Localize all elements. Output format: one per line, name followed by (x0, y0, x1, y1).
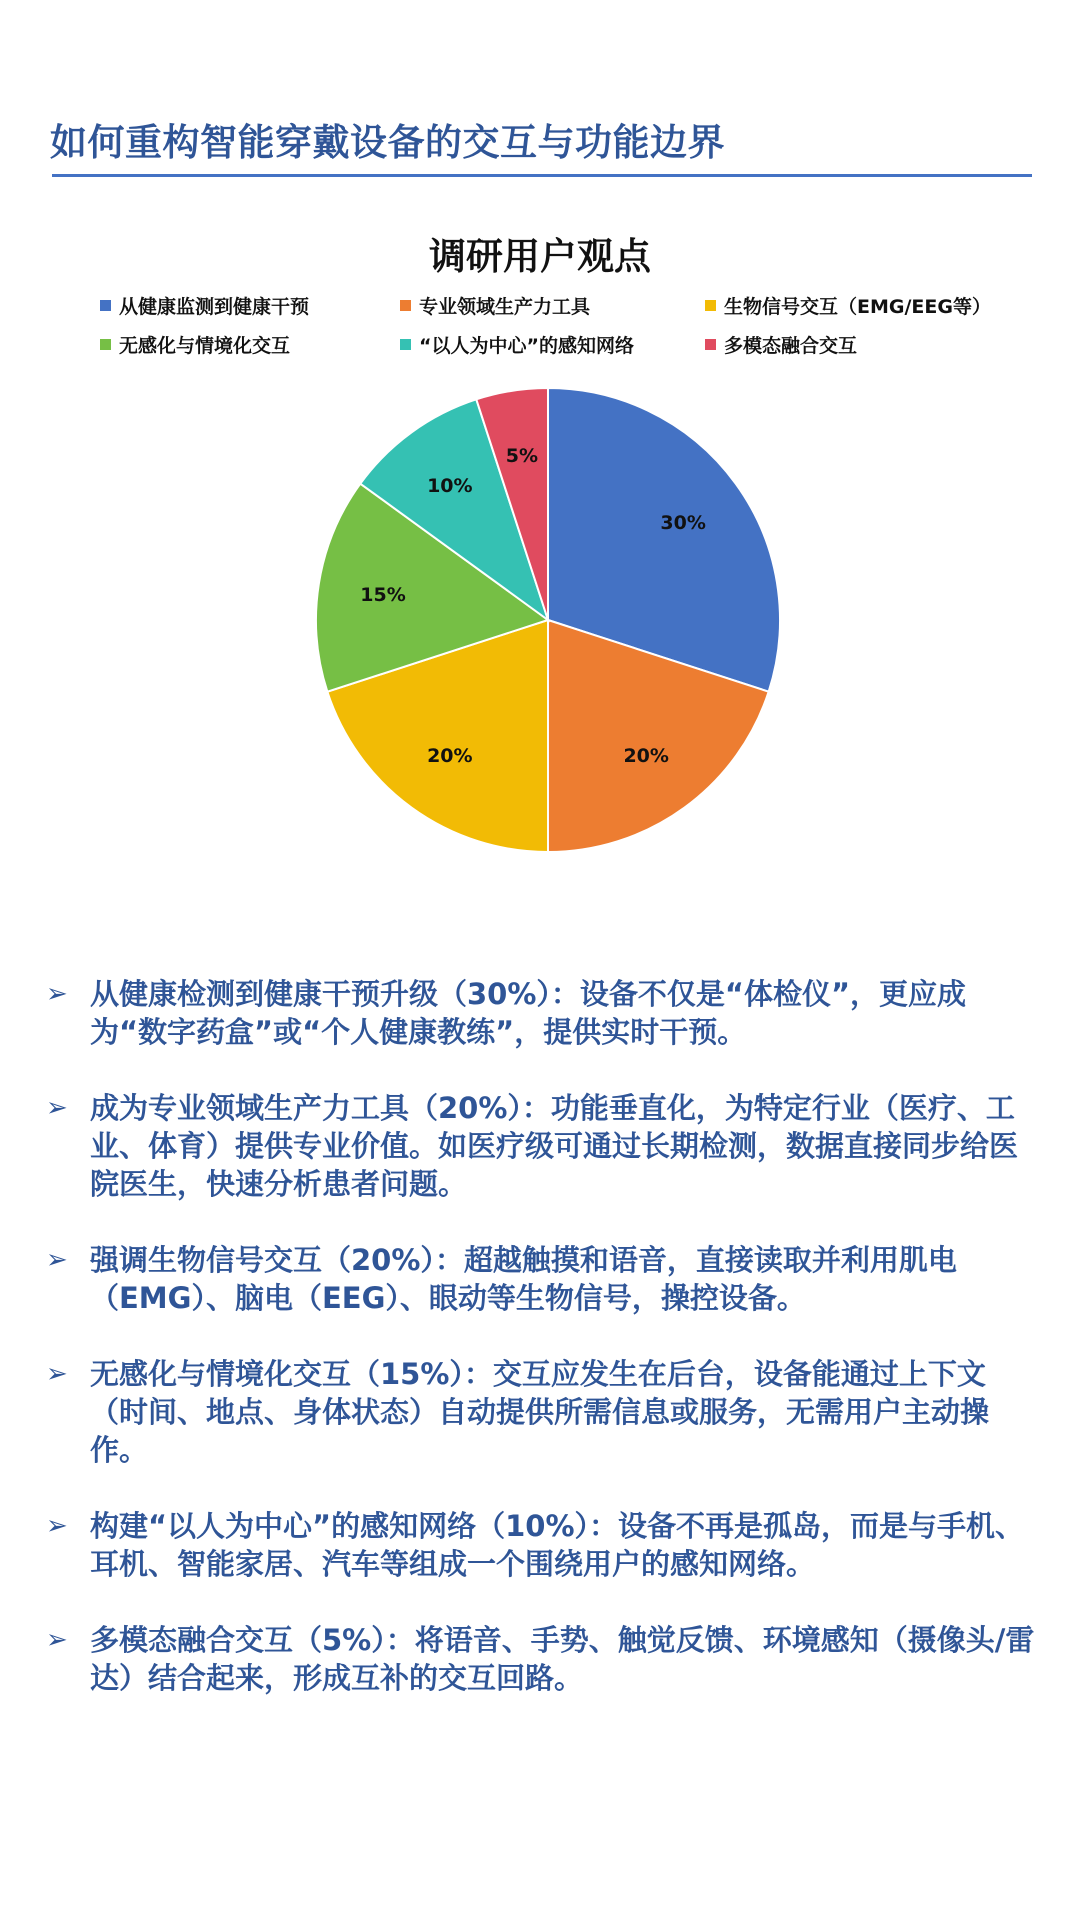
pie-data-label: 15% (360, 583, 406, 606)
legend-label: 生物信号交互（EMG/EEG等） (724, 296, 991, 318)
pie-chart (0, 370, 1080, 870)
arrow-bullet-icon: ➢ (46, 1093, 68, 1123)
legend-swatch (705, 339, 716, 350)
legend-item (400, 331, 705, 358)
list-item (44, 1621, 1044, 1697)
legend-item (400, 292, 705, 319)
list-item (44, 1089, 1044, 1203)
legend-item (100, 292, 400, 319)
list-item-text: 构建“以人为中心”的感知网络（10%）：设备不再是孤岛，而是与手机、耳机、智能家居、汽车等组成一个围绕用户的感知网络。 (90, 1509, 1025, 1581)
pie-chart-area (0, 370, 1080, 870)
list-item-text: 多模态融合交互（5%）：将语音、手势、触觉反馈、环境感知（摄像头/雷达）结合起来，形成互补的交互回路。 (90, 1623, 1035, 1695)
legend-item (100, 331, 400, 358)
list-item (44, 1355, 1044, 1469)
list-item (44, 1507, 1044, 1583)
arrow-bullet-icon: ➢ (46, 1625, 68, 1655)
chart-title: 调研用户观点 (429, 235, 651, 278)
list-item-text: 强调生物信号交互（20%）：超越触摸和语音，直接读取并利用肌电（EMG）、脑电（EEG）、眼动等生物信号，操控设备。 (90, 1243, 957, 1315)
pie-data-label: 20% (427, 745, 473, 768)
legend-swatch (400, 300, 411, 311)
legend-swatch (100, 300, 111, 311)
list-item (44, 1241, 1044, 1317)
pie-data-label: 30% (660, 511, 706, 534)
legend-swatch (100, 339, 111, 350)
title-divider (52, 174, 1032, 177)
legend-label: 无感化与情境化交互 (119, 335, 291, 357)
legend-item (705, 292, 1040, 319)
list-item-text: 成为专业领域生产力工具（20%）：功能垂直化，为特定行业（医疗、工业、体育）提供专业价值。如医疗级可通过长期检测，数据直接同步给医院医生，快速分析患者问题。 (90, 1091, 1019, 1201)
legend-swatch (705, 300, 716, 311)
legend-label: 专业领域生产力工具 (419, 296, 591, 318)
arrow-bullet-icon: ➢ (46, 1359, 68, 1389)
legend-label: 从健康监测到健康干预 (119, 296, 310, 318)
arrow-bullet-icon: ➢ (46, 1511, 68, 1541)
arrow-bullet-icon: ➢ (46, 1245, 68, 1275)
pie-data-label: 20% (623, 745, 669, 768)
legend-swatch (400, 339, 411, 350)
legend-label: “以人为中心”的感知网络 (419, 335, 634, 357)
legend-item (705, 331, 1040, 358)
page-title: 如何重构智能穿戴设备的交互与功能边界 (50, 121, 725, 164)
legend-label: 多模态融合交互 (724, 335, 858, 357)
list-item-text: 无感化与情境化交互（15%）：交互应发生在后台，设备能通过上下文（时间、地点、身体状态）自动提供所需信息或服务，无需用户主动操作。 (90, 1357, 990, 1467)
pie-data-label: 5% (505, 445, 539, 468)
insight-list (44, 975, 1044, 1735)
pie-data-label: 10% (427, 474, 473, 497)
arrow-bullet-icon: ➢ (46, 979, 68, 1009)
list-item (44, 975, 1044, 1051)
list-item-text: 从健康检测到健康干预升级（30%）：设备不仅是“体检仪”，更应成为“数字药盒”或“个人健康教练”，提供实时干预。 (90, 977, 967, 1049)
chart-legend (100, 292, 1040, 358)
